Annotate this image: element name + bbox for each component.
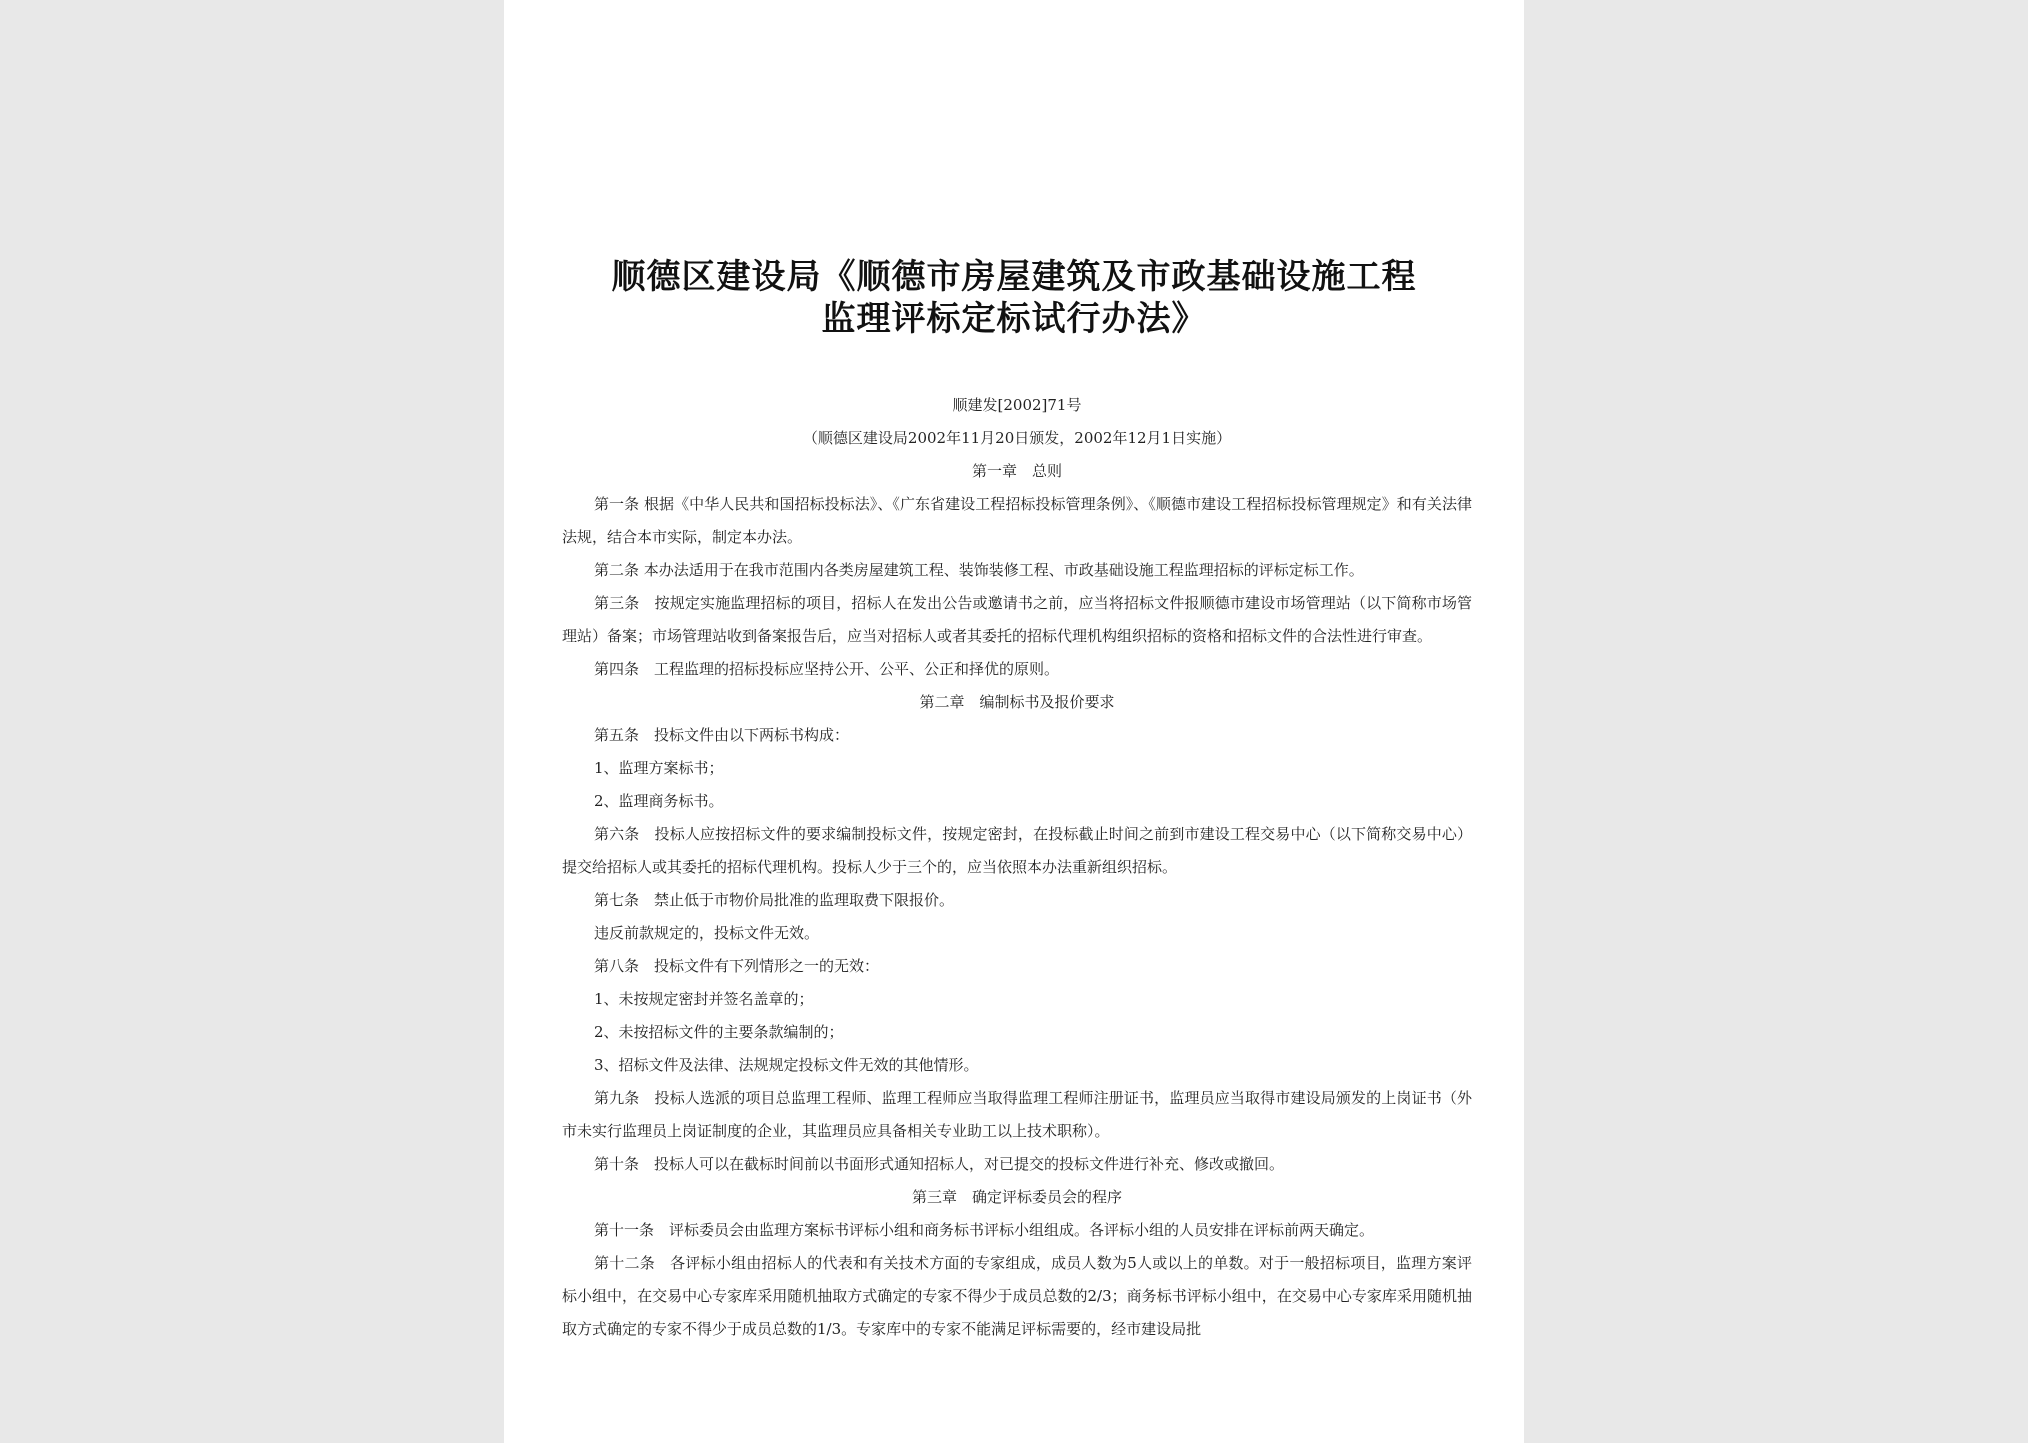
paragraph: 第一条 根据《中华人民共和国招标投标法》、《广东省建设工程招标投标管理条例》、《顺德市建设工程招标投标管理规定》和有关法律法规，结合本市实际，制定本办法。 bbox=[562, 495, 1472, 546]
document-page bbox=[504, 0, 1524, 1443]
chapter-heading: 第一章 总则 bbox=[971, 462, 1062, 480]
paragraph: 第四条 工程监理的招标投标应坚持公开、公平、公正和择优的原则。 bbox=[594, 660, 1060, 678]
paragraph: 2、监理商务标书。 bbox=[594, 792, 724, 810]
chapter-heading: 第二章 编制标书及报价要求 bbox=[919, 693, 1115, 711]
document-number: 顺建发[2002]71号 bbox=[952, 396, 1082, 414]
paragraph: 第八条 投标文件有下列情形之一的无效： bbox=[594, 957, 880, 975]
paragraph: 1、未按规定密封并签名盖章的； bbox=[594, 990, 814, 1008]
paragraph: 第九条 投标人选派的项目总监理工程师、监理工程师应当取得监理工程师注册证书，监理员应当取得市建设局颁发的上岗证书（外市未实行监理员上岗证制度的企业，其监理员应具备相关专业助工以上技术职称）。 bbox=[562, 1089, 1472, 1140]
paragraph: 违反前款规定的，投标文件无效。 bbox=[594, 924, 820, 942]
document-title bbox=[504, 256, 1524, 340]
chapter-heading: 第三章 确定评标委员会的程序 bbox=[911, 1188, 1122, 1206]
title-line-1: 顺德区建设局《顺德市房屋建筑及市政基础设施工程 bbox=[611, 257, 1417, 297]
paragraph: 第五条 投标文件由以下两标书构成： bbox=[594, 726, 850, 744]
paragraph: 第十条 投标人可以在截标时间前以书面形式通知招标人，对已提交的投标文件进行补充、修改或撤回。 bbox=[594, 1155, 1285, 1173]
paragraph: 2、未按招标文件的主要条款编制的； bbox=[594, 1023, 844, 1041]
title-line-2: 监理评标定标试行办法》 bbox=[821, 299, 1207, 339]
paragraph: 第二条 本办法适用于在我市范围内各类房屋建筑工程、装饰装修工程、市政基础设施工程监理招标的评标定标工作。 bbox=[594, 561, 1364, 579]
paragraph: 第六条 投标人应按招标文件的要求编制投标文件，按规定密封，在投标截止时间之前到市建设工程交易中心（以下简称交易中心）提交给招标人或其委托的招标代理机构。投标人少于三个的，应当依照本办法重新组织招标。 bbox=[562, 825, 1472, 876]
paragraph: 第三条 按规定实施监理招标的项目，招标人在发出公告或邀请书之前，应当将招标文件报顺德市建设市场管理站（以下简称市场管理站）备案；市场管理站收到备案报告后，应当对招标人或者其委托的招标代理机构组织招标的资格和招标文件的合法性进行审查。 bbox=[562, 594, 1472, 645]
paragraph: 第十一条 评标委员会由监理方案标书评标小组和商务标书评标小组组成。各评标小组的人员安排在评标前两天确定。 bbox=[594, 1221, 1375, 1239]
issue-info: （顺德区建设局2002年11月20日颁发，2002年12月1日实施） bbox=[802, 429, 1232, 447]
paragraph: 第七条 禁止低于市物价局批准的监理取费下限报价。 bbox=[594, 891, 955, 909]
document-body bbox=[562, 389, 1472, 1346]
paragraph-list bbox=[562, 455, 1472, 1346]
paragraph: 第十二条 各评标小组由招标人的代表和有关技术方面的专家组成，成员人数为5人或以上的单数。对于一般招标项目，监理方案评标小组中，在交易中心专家库采用随机抽取方式确定的专家不得少于成员总数的2/3；商务标书评标小组中，在交易中心专家库采用随机抽取方式确定的专家不得少于成员总数的1/3。专家库中的专家不能满足评标需要的，经市建设局批 bbox=[562, 1254, 1472, 1338]
paragraph: 3、招标文件及法律、法规规定投标文件无效的其他情形。 bbox=[594, 1056, 979, 1074]
paragraph: 1、监理方案标书； bbox=[594, 759, 724, 777]
